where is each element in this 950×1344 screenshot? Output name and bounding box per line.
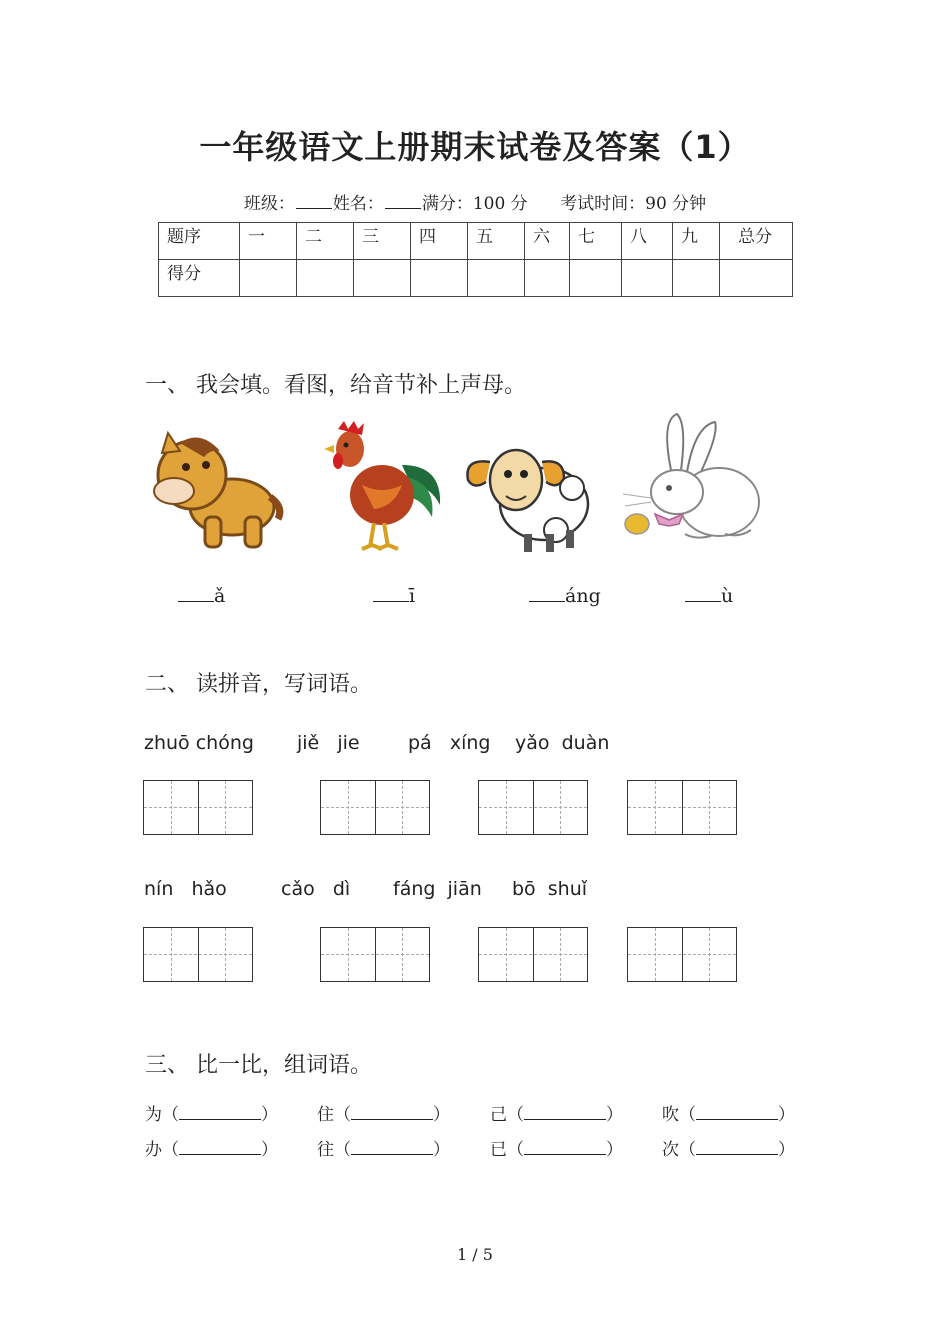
score-header-cell: 六 — [525, 223, 570, 260]
compare-item[interactable] — [145, 1100, 278, 1125]
paren-close: ） — [433, 1105, 450, 1125]
page-title: 一年级语文上册期末试卷及答案（1） — [199, 128, 751, 166]
writing-grid[interactable] — [143, 780, 253, 835]
score-header-cell: 四 — [411, 223, 468, 260]
blank-item[interactable] — [373, 585, 415, 607]
paren-open: （ — [334, 1105, 351, 1125]
blank-final: ǎ — [214, 585, 226, 607]
blank-item[interactable] — [178, 585, 225, 607]
score-cell[interactable] — [297, 260, 354, 297]
pinyin-label: zhuō chóng — [144, 732, 254, 754]
compare-item[interactable] — [662, 1135, 795, 1160]
compare-item[interactable] — [317, 1135, 450, 1160]
paren-close: ） — [261, 1140, 278, 1160]
paren-close: ） — [261, 1105, 278, 1125]
paren-close: ） — [606, 1140, 623, 1160]
writing-grid[interactable] — [320, 927, 430, 982]
compare-char: 住 — [317, 1105, 334, 1125]
exam-info — [0, 189, 950, 214]
full-score: 满分：100 分 — [421, 194, 528, 214]
class-label: 班级： — [243, 194, 295, 214]
pinyin-label: jiě jie — [297, 732, 360, 754]
pinyin-label: pá xíng — [408, 732, 491, 754]
rooster-image — [322, 415, 444, 555]
score-cell[interactable] — [468, 260, 525, 297]
score-header-cell: 九 — [673, 223, 720, 260]
paren-close: ） — [778, 1140, 795, 1160]
score-header-cell: 二 — [297, 223, 354, 260]
compare-item[interactable] — [662, 1100, 795, 1125]
score-cell[interactable] — [622, 260, 673, 297]
paren-close: ） — [778, 1105, 795, 1125]
paren-open: （ — [679, 1105, 696, 1125]
score-header-cell: 总分 — [720, 223, 793, 260]
score-cell[interactable] — [720, 260, 793, 297]
score-header-cell: 五 — [468, 223, 525, 260]
pinyin-label: cǎo dì — [281, 878, 351, 900]
compare-item[interactable] — [490, 1135, 623, 1160]
pinyin-label: fáng jiān — [393, 878, 482, 900]
score-cell[interactable] — [354, 260, 411, 297]
score-header-cell: 三 — [354, 223, 411, 260]
writing-grid[interactable] — [478, 927, 588, 982]
writing-grid[interactable] — [627, 780, 737, 835]
blank-final: ù — [721, 585, 734, 607]
section3-heading: 三、 比一比，组词语。 — [145, 1053, 372, 1078]
page-number: 1 / 5 — [457, 1245, 493, 1264]
paren-open: （ — [162, 1105, 179, 1125]
pinyin-label: bō shuǐ — [512, 878, 588, 900]
compare-char: 为 — [145, 1105, 162, 1125]
score-row-label: 得分 — [159, 260, 240, 297]
paren-open: （ — [507, 1140, 524, 1160]
paren-open: （ — [507, 1105, 524, 1125]
blank-item[interactable] — [685, 585, 733, 607]
score-header-cell: 一 — [240, 223, 297, 260]
writing-grid[interactable] — [143, 927, 253, 982]
score-cell[interactable] — [570, 260, 622, 297]
section2-heading: 二、 读拼音，写词语。 — [145, 672, 372, 697]
pinyin-label: yǎo duàn — [515, 732, 610, 754]
class-blank[interactable] — [296, 194, 332, 209]
score-header-cell: 八 — [622, 223, 673, 260]
compare-char: 办 — [145, 1140, 162, 1160]
writing-grid[interactable] — [320, 780, 430, 835]
score-cell[interactable] — [673, 260, 720, 297]
writing-grid[interactable] — [627, 927, 737, 982]
name-blank[interactable] — [385, 194, 421, 209]
score-table — [158, 222, 793, 297]
score-table-header — [159, 223, 793, 260]
score-table-row — [159, 260, 793, 297]
compare-char: 已 — [490, 1140, 507, 1160]
score-header-cell: 七 — [570, 223, 622, 260]
compare-item[interactable] — [145, 1135, 278, 1160]
paren-open: （ — [162, 1140, 179, 1160]
compare-char: 吹 — [662, 1105, 679, 1125]
rabbit-image — [615, 410, 765, 550]
compare-item[interactable] — [317, 1100, 450, 1125]
writing-grid[interactable] — [478, 780, 588, 835]
name-label: 姓名： — [332, 194, 384, 214]
paren-open: （ — [334, 1140, 351, 1160]
sheep-image — [462, 430, 594, 558]
exam-time: 考试时间：90 分钟 — [560, 194, 707, 214]
score-cell[interactable] — [240, 260, 297, 297]
blank-final: áng — [565, 585, 601, 607]
score-cell[interactable] — [411, 260, 468, 297]
compare-item[interactable] — [490, 1100, 623, 1125]
horse-image — [150, 425, 285, 553]
blank-final: ī — [409, 585, 416, 607]
score-header-cell: 题序 — [159, 223, 240, 260]
blank-item[interactable] — [529, 585, 601, 607]
section1-heading: 一、 我会填。看图，给音节补上声母。 — [145, 373, 526, 398]
compare-char: 己 — [490, 1105, 507, 1125]
paren-close: ） — [433, 1140, 450, 1160]
compare-char: 往 — [317, 1140, 334, 1160]
paren-open: （ — [679, 1140, 696, 1160]
compare-char: 次 — [662, 1140, 679, 1160]
pinyin-label: nín hǎo — [144, 878, 227, 900]
score-cell[interactable] — [525, 260, 570, 297]
paren-close: ） — [606, 1105, 623, 1125]
